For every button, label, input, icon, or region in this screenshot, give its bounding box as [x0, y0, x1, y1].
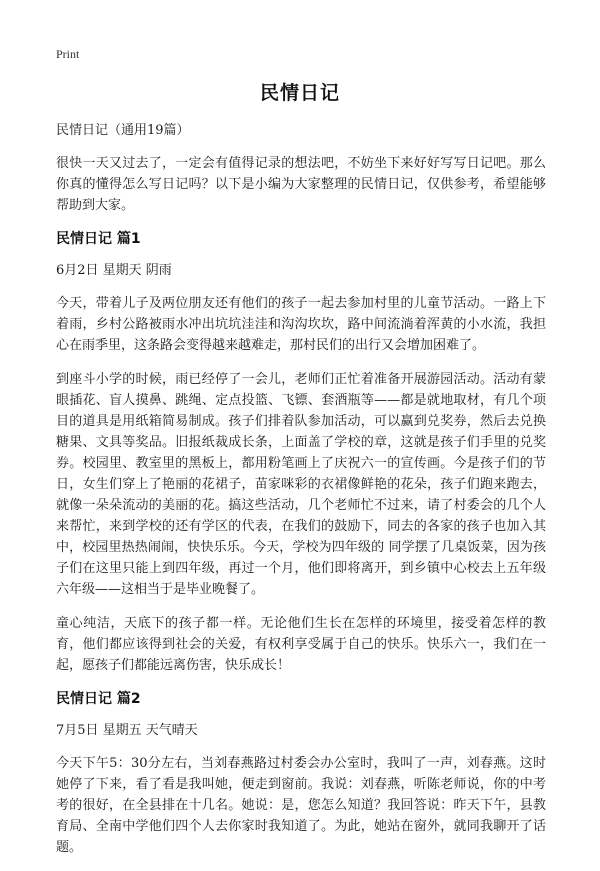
- print-link[interactable]: Print: [56, 47, 80, 61]
- diary-section-2: [56, 689, 546, 858]
- diary-date: 6月2日 星期天 阴雨: [56, 263, 172, 278]
- section-heading: 民情日记 篇2: [56, 691, 141, 707]
- diary-paragraph: 今天，带着儿子及两位朋友还有他们的孩子一起去参加村里的儿童节活动。一路上下着雨，乡村公路被雨水冲出坑坑洼洼和沟沟坎坎，路中间流淌着浑黄的小水流，我担心在雨季里，这条路会变得越来越难走，那村民们的出行又会增加困难了。: [56, 296, 546, 353]
- diary-paragraph: 到座斗小学的时候，雨已经停了一会儿，老师们正忙着准备开展游园活动。活动有蒙眼插花、盲人摸鼻、跳绳、定点投篮、飞镖、套酒瓶等——都是就地取材，有几个项目的道具是用纸箱简易制成。孩子们排着队参加活动，可以赢到兑奖券，然后去兑换糖果、文具等奖品。旧报纸裁成长条，上面盖了学校的章，这就是孩子们手里的兑奖券。校园里、教室里的黑板上，都用粉笔画上了庆祝六一的宣传画。今是孩子们的节日，女生们穿上了艳丽的花裙子，苗家咪彩的衣裙像鲜艳的花朵，孩子们跑来跑去，就像一朵朵流动的美丽的花。搞这些活动，几个老师忙不过来，请了村委会的几个人来帮忙，来到学校的还有学区的代表，在我们的鼓励下，同去的各家的孩子也加入其中，校园里热热闹闹，快快乐乐。今天，学校为四年级的 同学摆了几桌饭菜，因为孩子们在这里只能上到四年级，再过一个月，他们即将离开，到乡镇中心校去上五年级六年级——这相当于是毕业晚餐了。: [56, 372, 546, 597]
- diary-date: 7月5日 星期五 天气晴天: [56, 723, 198, 738]
- article-body: [56, 120, 546, 871]
- page-title: 民情日记: [259, 82, 340, 104]
- diary-section-1: [56, 229, 546, 676]
- article-subtitle: 民情日记（通用19篇）: [56, 123, 190, 138]
- diary-paragraph: 童心纯洁，天底下的孩子都一样。无论他们生长在怎样的环境里，接受着怎样的教育，他们都应该得到社会的关爱，有权利享受属于自己的快乐。快乐六一，我们在一起，愿孩子们都能远离伤害，快乐成长！: [56, 616, 546, 673]
- intro-paragraph: 很快一天又过去了，一定会有值得记录的想法吧，不妨坐下来好好写写日记吧。那么你真的懂得怎么写日记吗？以下是小编为大家整理的民情日记，仅供参考，希望能够帮助到大家。: [56, 156, 546, 213]
- section-heading: 民情日记 篇1: [56, 231, 141, 247]
- diary-paragraph: 今天下午5：30分左右，当刘春燕路过村委会办公室时，我叫了一声，刘春燕。这时她停了下来，看了看是我叫她，便走到窗前。我说：刘春燕，听陈老师说，你的中考考的很好，在全县排在十几名。她说：是，您怎么知道？我回答说：昨天下午，县教育局、全南中学他们四个人去你家时我知道了。为此，她站在窗外，就同我聊开了话题。: [56, 756, 546, 855]
